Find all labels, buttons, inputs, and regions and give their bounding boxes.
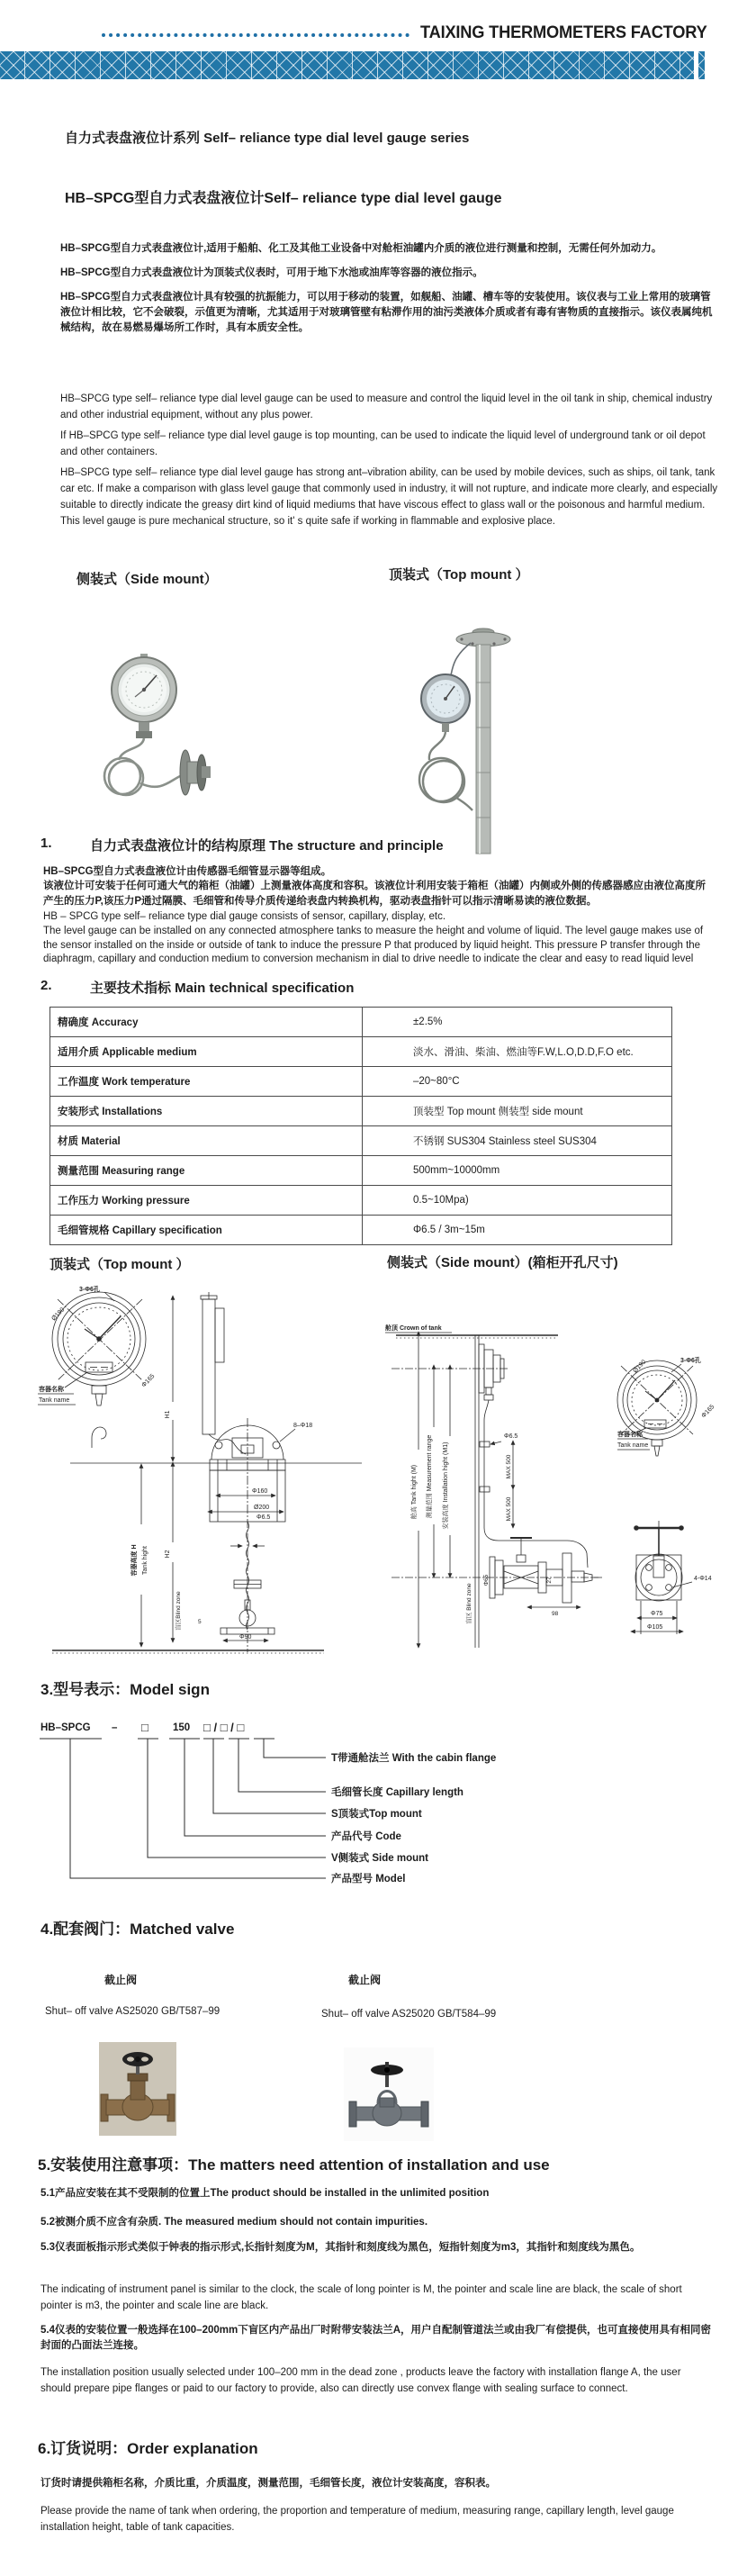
table-row xyxy=(50,1008,672,1037)
section5-item-2: 5.2被测介质不应含有杂质. The measured medium should not contain impurities. xyxy=(40,2217,428,2228)
table-row xyxy=(50,1037,672,1067)
side-drawing-annotations xyxy=(385,1324,716,1631)
side-mount-label: 侧装式（Side mount） xyxy=(76,572,218,587)
spec-value: 顶装型 Top mount 侧装型 side mount xyxy=(363,1097,672,1126)
valve-photo-right xyxy=(344,2047,434,2141)
table-row xyxy=(50,1067,672,1097)
model-suffix: □ / □ / □ xyxy=(203,1721,245,1734)
gauge-icon xyxy=(112,654,176,738)
spec-label: 毛细管规格 Capillary specification xyxy=(50,1216,363,1245)
series-title: 自力式表盘液位计系列 Self– reliance type dial level gauge series xyxy=(65,131,470,146)
valve-name-left: 截止阀 xyxy=(104,1974,138,1986)
section5-item-4: 5.4仪表的安装位置一般选择在100–200mm下盲区内产品出厂时附带安装法兰A，用户自配制管道法兰或由我厂有偿提供，也可直接使用具有相同密封面的凸面法兰连接。 xyxy=(40,2325,712,2351)
section2-number: 2. xyxy=(40,978,52,993)
top-drawing-annotations xyxy=(39,1285,312,1641)
annotation-d165: Φ165 xyxy=(140,1373,157,1389)
section1-en-1: HB – SPCG type self– reliance type dial gauge consists of sensor, capillary, display, etc. xyxy=(43,911,446,922)
valve-name-right: 截止阀 xyxy=(348,1974,382,1986)
section1-en-2: The level gauge can be installed on any connected atmosphere tanks to measure the height and volume of liquid. The level gauge makes use of the sensor installed on the inside or outside of tank to induce the pressure P that produced by liquid height. This pressure P transfer through the diaphragm, capillary and conduction medium to conversion mechanism in dial to drive needle to indicate the clear and easy to read liquid level xyxy=(43,926,704,964)
annotation-cap: Φ6.5 xyxy=(504,1433,518,1440)
section1-title: 自力式表盘液位计的结构原理 The structure and principle xyxy=(90,838,444,854)
model-box1: □ xyxy=(141,1721,148,1734)
intro-en-3: HB–SPCG type self– reliance type dial level gauge has strong ant–vibration ability, can be used by mobile devices, such as ships, oil tank, tank car etc. If make a comparison with glass level gauge that commonly used in industry, it will not rupture, and indicate more clearly, and especially suitable to directly indicate the greasy dirt kind of liquid mediums that have viscous effect to glass wall or the poisonous and harmful medium. This level gauge is pure mechanical structure, so it' s quite safe if working in flammable and explosive place. xyxy=(60,467,718,527)
model-code: 150 xyxy=(173,1722,191,1733)
annotation-d105: Φ105 xyxy=(647,1624,663,1631)
intro-cn-3: HB–SPCG型自力式表盘液位计具有较强的抗振能力，可以用于移动的装置，如舰船、油罐、槽车等的安装使用。该仪表与工业上常用的玻璃管液位计相比较，它不会破裂，示值更为清晰，尤其适用于对玻璃管壁有粘滞作用的油污类液体介质或者有毒有害物质的直接指示。该仪表属纯机械结构，故在易燃易爆场所工作时，具有本质安全性。 xyxy=(60,292,713,333)
annotation-crown: 舱顶 Crown of tank xyxy=(385,1325,442,1332)
spec-value: 淡水、滑油、柴油、燃油等F.W,L.O,D.D,F.O etc. xyxy=(363,1037,672,1067)
header-banner xyxy=(0,51,694,79)
capillary-coil-icon xyxy=(104,738,180,795)
annotation-tank-name-en: Tank name xyxy=(617,1442,649,1449)
annotation-blind: 盲区Blind zone xyxy=(176,1591,182,1631)
top-mount-label: 顶装式（Top mount ） xyxy=(389,567,529,583)
annotation-d165: Φ165 xyxy=(700,1404,716,1420)
annotation-h1: H1 xyxy=(165,1410,171,1419)
annotation-max1: MAX 500 xyxy=(506,1454,512,1479)
top-mount-photo xyxy=(400,619,536,855)
table-row xyxy=(50,1156,672,1186)
table-row xyxy=(50,1216,672,1245)
spec-table xyxy=(50,1007,672,1245)
gauge-icon xyxy=(421,674,470,732)
spec-value: 500mm~10000mm xyxy=(363,1156,672,1186)
section5-item-3-en: The indicating of instrument panel is similar to the clock, the scale of long pointer is M, the pointer and scale line are black, the scale of short pointer is m3, the pointer and scale line are black. xyxy=(40,2284,682,2311)
spec-value: –20~80°C xyxy=(363,1067,672,1097)
spec-label: 测量范围 Measuring range xyxy=(50,1156,363,1186)
annotation-tank-height-cn: 容器高度 H xyxy=(131,1544,138,1577)
annotation-tank-name-en: Tank name xyxy=(39,1397,70,1404)
section5-item-3: 5.3仪表面板指示形式类似于钟表的指示形式,长指针刻度为M，其指针和刻度线为黑色，短指针刻度为m3，其指针和刻度线为黑色。 xyxy=(40,2242,641,2253)
valve-photo-left xyxy=(99,2042,176,2136)
brand-title: TAIXING THERMOMETERS FACTORY xyxy=(420,23,707,42)
annotation-tank-name-cn: 容器名称 xyxy=(39,1387,64,1393)
annotation-tank-height-en: Tank hight xyxy=(142,1546,148,1575)
legend-top-mount: S顶装式Top mount xyxy=(331,1809,422,1820)
valve-spec-left: Shut– off valve AS25020 GB/T587–99 xyxy=(45,2006,220,2017)
flange-assembly-icon xyxy=(180,750,211,795)
spec-value: 不锈钢 SUS304 Stainless steel SUS304 xyxy=(363,1126,672,1156)
capillary-coil-icon xyxy=(419,732,472,810)
drawing-side-title: 侧装式（Side mount）(箱柜开孔尺寸) xyxy=(387,1255,618,1270)
table-row xyxy=(50,1126,672,1156)
legend-cabin-flange: T带通舱法兰 With the cabin flange xyxy=(331,1753,497,1764)
annotation-d65: Φ65 xyxy=(483,1574,490,1586)
side-mount-photo xyxy=(79,646,232,827)
section6-title: 6.订货说明：Order explanation xyxy=(38,2440,258,2457)
spec-value: Φ6.5 / 3m~15m xyxy=(363,1216,672,1245)
section5-item-1: 5.1产品应安装在其不受限制的位置上The product should be installed in the unlimited position xyxy=(40,2188,490,2199)
annotation-d200: Ø200 xyxy=(254,1505,270,1511)
annotation-install: 安装高度 Installation hight (M1) xyxy=(443,1442,449,1530)
wire-icon xyxy=(451,643,471,675)
annotation-tank-height: 舱高 Tank hight (M) xyxy=(411,1464,418,1520)
header-banner-stub xyxy=(698,51,705,79)
spec-label: 安装形式 Installations xyxy=(50,1097,363,1126)
section1-number: 1. xyxy=(40,836,52,851)
drawing-top-title: 顶装式（Top mount ） xyxy=(50,1257,190,1272)
annotation-dim5: 5 xyxy=(198,1619,202,1625)
annotation-holes: 3-Φ6孔 xyxy=(680,1358,701,1364)
legend-model: 产品型号 Model xyxy=(331,1874,406,1885)
intro-en-1: HB–SPCG type self– reliance type dial level gauge can be used to measure and control the liquid level in the oil tank in ship, chemical industry and other industrial equipment, without any plus power. xyxy=(60,393,713,420)
section6-en: Please provide the name of tank when ordering, the proportion and temperature of medium, measuring range, capillary length, level gauge installation height, table of tank capacities. xyxy=(40,2506,674,2533)
spec-value: ±2.5% xyxy=(363,1008,672,1037)
section5-item-4-en: The installation position usually selected under 100–200 mm in the dead zone , products leave the factory with installation flange A, the user should prepare pipe flanges or paid to our factory to provide, also can directly use convex flange with sealing surface to connect. xyxy=(40,2367,681,2394)
annotation-range: 测量范围 Measurement range xyxy=(427,1434,433,1519)
top-mount-drawing xyxy=(27,1283,380,1654)
intro-en-2: If HB–SPCG type self– reliance type dial level gauge is top mounting, can be used to indicate the liquid level of underground tank or oil depot and other containers. xyxy=(60,430,706,457)
legend-capillary-length: 毛细管长度 Capillary length xyxy=(331,1787,464,1798)
model-dash: – xyxy=(112,1722,118,1733)
section1-cn-2: 该液位计可安装于任何可通大气的箱柜（油罐）上测量液体高度和容积。该液位计利用安装于箱柜（油罐）内侧或外侧的传感器感应由液位高度所产生的压力P,该压力P通过隔膜、毛细管和传导介质传递给表盘内转换机构，驱动表盘指针可以指示清晰易读的液位数据。 xyxy=(43,881,706,907)
annotation-d160: Φ160 xyxy=(252,1488,268,1495)
spec-label: 工作温度 Work temperature xyxy=(50,1067,363,1097)
spec-label: 材质 Material xyxy=(50,1126,363,1156)
spec-label: 精确度 Accuracy xyxy=(50,1008,363,1037)
annotation-dim27: 27 xyxy=(546,1577,553,1584)
annotation-holes: 3-Φ6孔 xyxy=(79,1287,100,1293)
pipe-icon xyxy=(456,628,510,854)
intro-cn-2: HB–SPCG型自力式表盘液位计为顶装式仪表时，可用于地下水池或油库等容器的液位指示。 xyxy=(60,267,483,278)
section4-title: 4.配套阀门：Matched valve xyxy=(40,1921,235,1938)
annotation-d190: Ø190 xyxy=(632,1359,648,1375)
side-mount-drawing xyxy=(378,1283,742,1654)
annotation-d190: Ø190 xyxy=(50,1306,67,1323)
annotation-dim98: 98 xyxy=(552,1611,559,1617)
spec-label: 工作压力 Working pressure xyxy=(50,1186,363,1216)
annotation-tank-name-cn: 容器名称 xyxy=(617,1432,643,1438)
spec-value: 0.5~10Mpa) xyxy=(363,1186,672,1216)
valve-spec-right: Shut– off valve AS25020 GB/T584–99 xyxy=(321,2009,497,2020)
model-prefix: HB–SPCG xyxy=(40,1722,91,1733)
legend-side-mount: V侧装式 Side mount xyxy=(331,1853,428,1864)
section6-cn: 订货时请提供箱柜名称，介质比重，介质温度，测量范围，毛细管长度，液位计安装高度，容积表。 xyxy=(40,2478,496,2489)
intro-cn-1: HB–SPCG型自力式表盘液位计,适用于船舶、化工及其他工业设备中对舱柜油罐内介质的液位进行测量和控制，无需任何外加动力。 xyxy=(60,243,662,254)
spec-label: 适用介质 Applicable medium xyxy=(50,1037,363,1067)
legend-code: 产品代号 Code xyxy=(331,1831,401,1842)
annotation-blind: 盲区 Blind zone xyxy=(466,1583,472,1624)
table-row xyxy=(50,1186,672,1216)
annotation-cap: Φ6.5 xyxy=(256,1514,271,1521)
annotation-bolts: 4-Φ14 xyxy=(694,1576,712,1582)
annotation-d75: Φ75 xyxy=(651,1611,663,1617)
annotation-max2: MAX 500 xyxy=(506,1496,512,1522)
section2-title: 主要技术指标 Main technical specification xyxy=(90,981,355,996)
section3-title: 3.型号表示：Model sign xyxy=(40,1681,210,1698)
annotation-d90: Φ90 xyxy=(239,1634,252,1641)
annotation-h2: H2 xyxy=(165,1550,171,1559)
table-row xyxy=(50,1097,672,1126)
section1-cn-1: HB–SPCG型自力式表盘液位计由传感器毛细管显示器等组成。 xyxy=(43,866,332,877)
annotation-bolts: 8–Φ18 xyxy=(293,1423,313,1429)
product-title: HB–SPCG型自力式表盘液位计Self– reliance type dial level gauge xyxy=(65,191,502,206)
header-dotted-line xyxy=(102,33,410,37)
section5-title: 5.安装使用注意事项：The matters need attention of installation and use xyxy=(38,2156,550,2174)
